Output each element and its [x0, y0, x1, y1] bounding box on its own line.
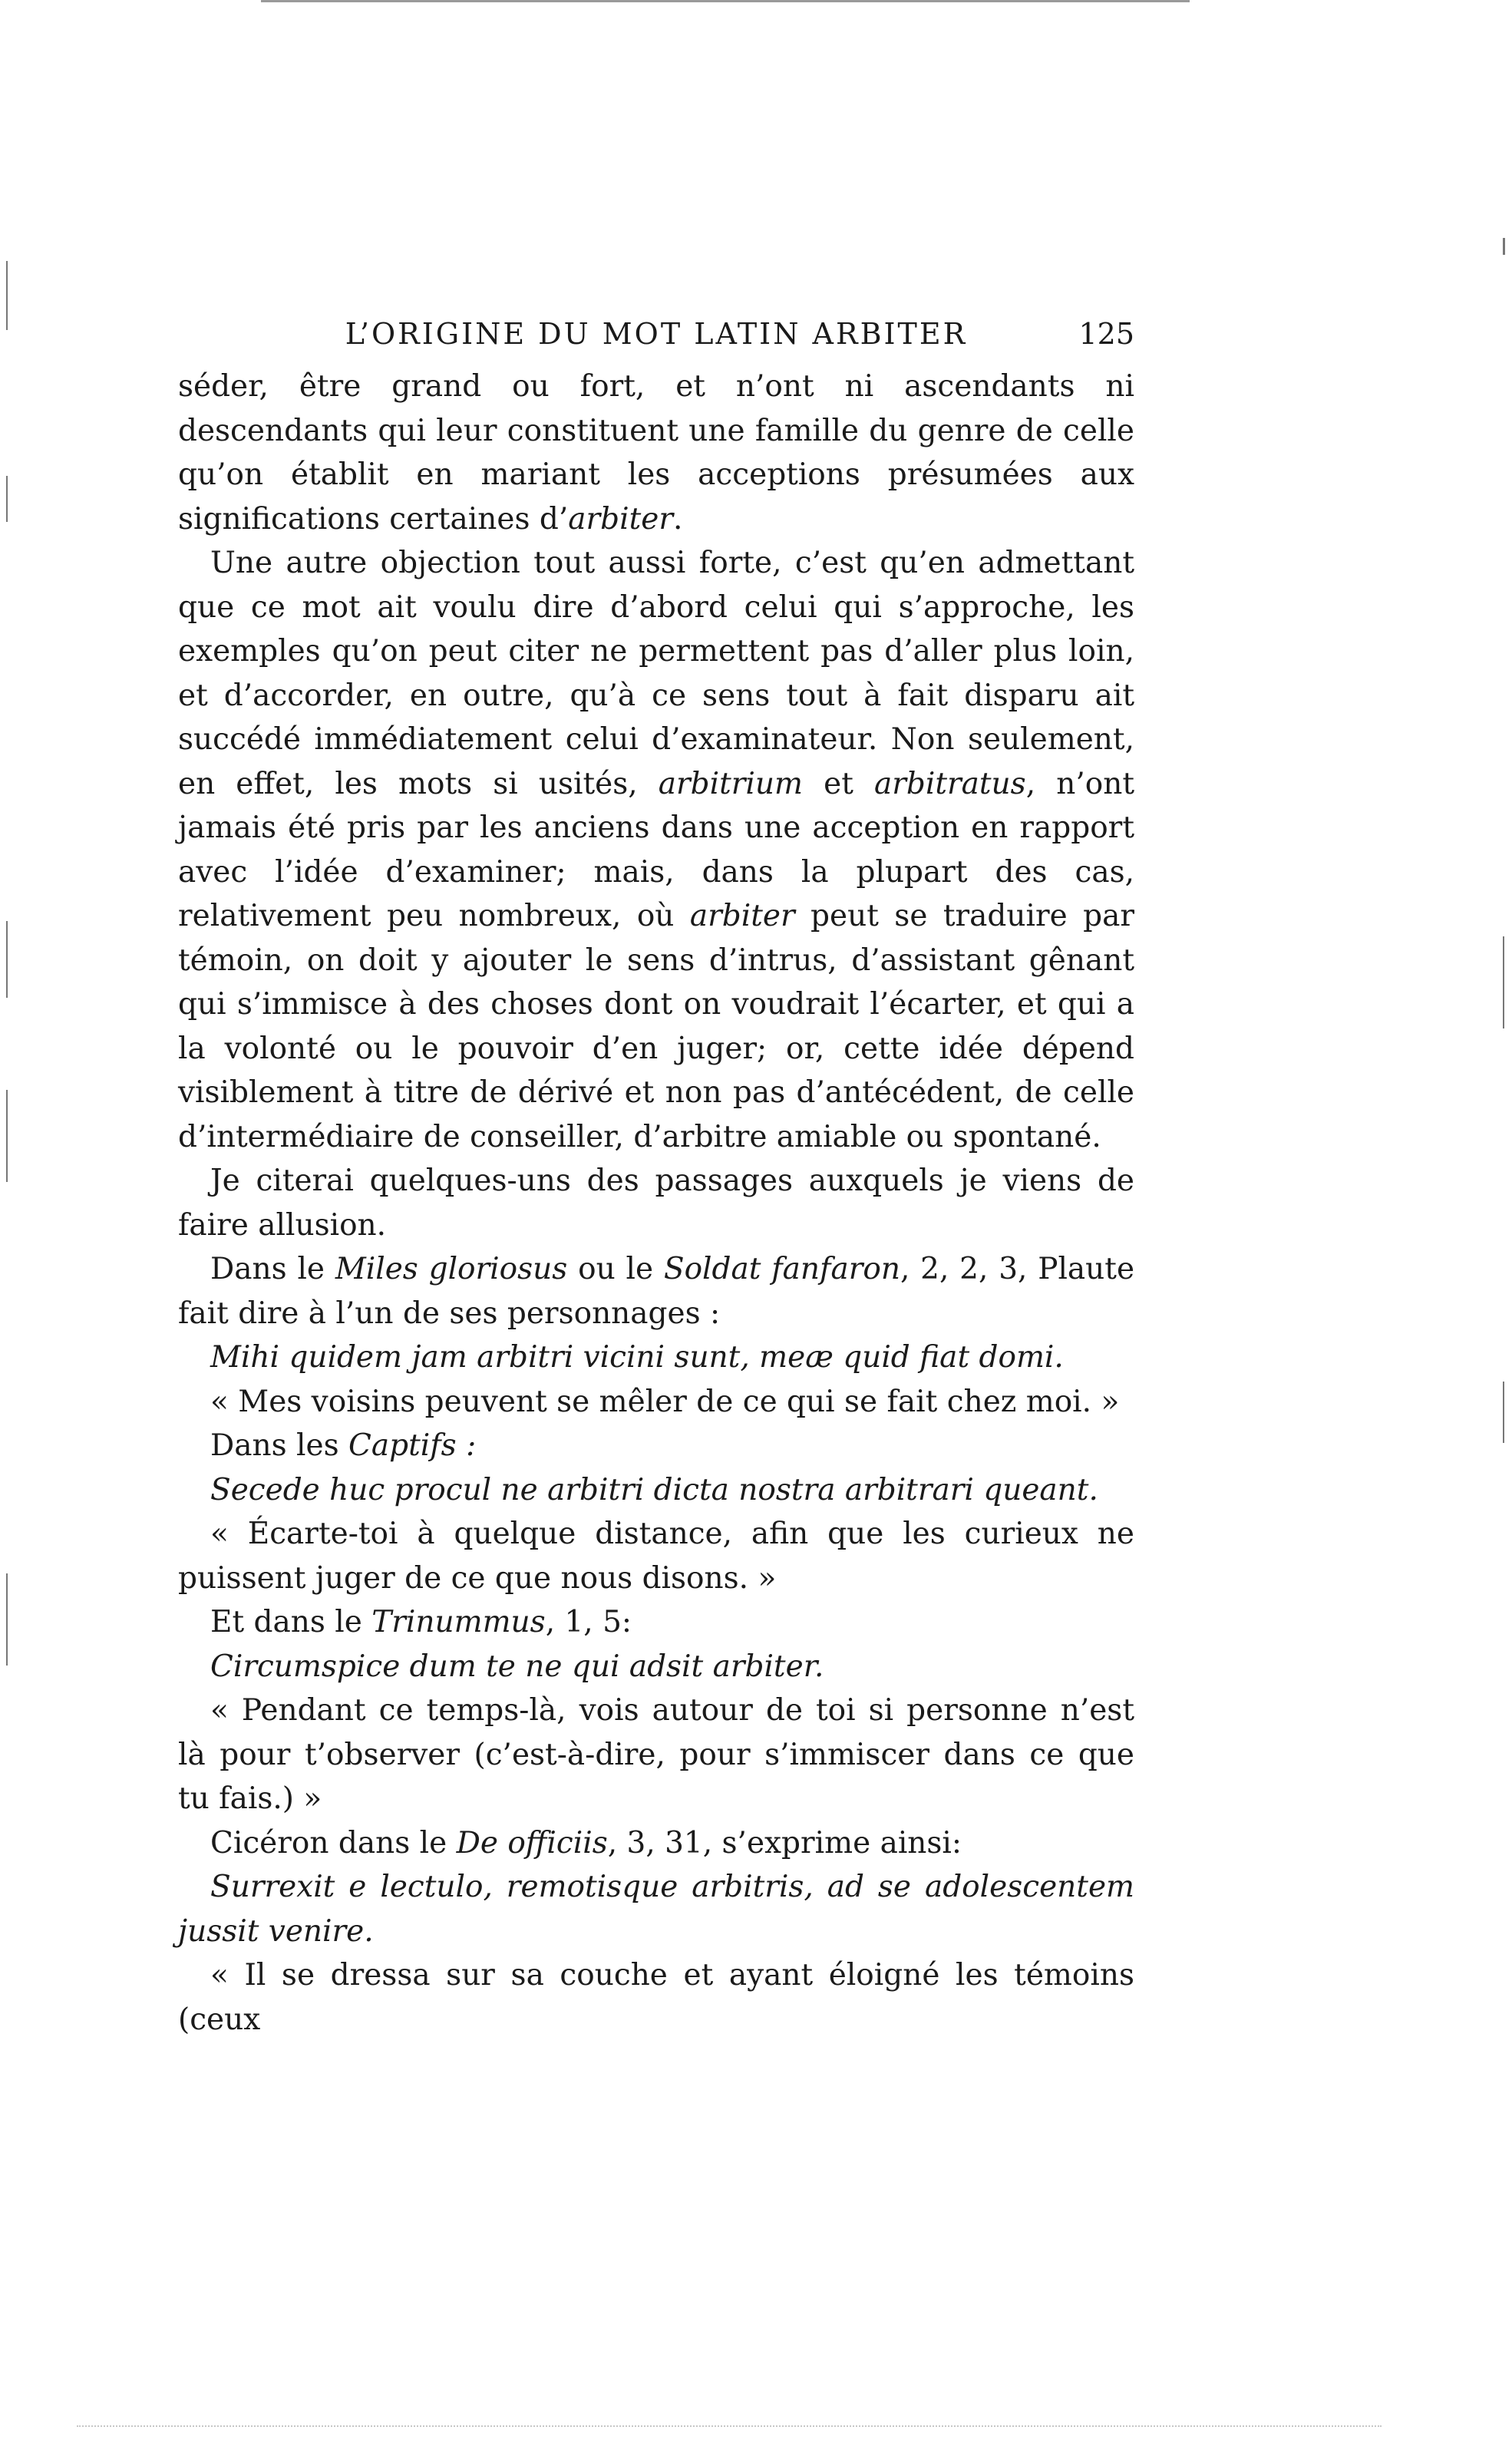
latin-quote: Surrexit e lectulo, remotisque arbitris, ad se adolescentem jussit venire. — [178, 1870, 1134, 1949]
scan-margin-mark — [6, 1573, 8, 1666]
scan-margin-mark — [1503, 238, 1505, 255]
translation: « Il se dressa sur sa couche et ayant éloigné les témoins (ceux — [178, 1958, 1134, 2037]
paragraph: séder, être grand ou fort, et n’ont ni ascendants ni descendants qui leur constituent une famille du genre de celle qu’on établit en mariant les acceptions présumées aux significations certaines d’arbiter. — [178, 369, 1134, 536]
scan-margin-mark — [6, 476, 8, 522]
scan-margin-mark — [6, 1090, 8, 1182]
paragraph: Dans les Captifs : — [210, 1428, 477, 1463]
latin-quote: Mihi quidem jam arbitri vicini sunt, meæ quid fiat domi. — [210, 1340, 1064, 1375]
paragraph: Une autre objection tout aussi forte, c’est qu’en admettant que ce mot ait voulu dire d’abord celui qui s’approche, les exemples qu’on peut citer ne permettent pas d’aller plus loin, et d’accorder, en outre, qu’à ce sens tout à fait disparu ait succédé immédiatement celui d’examinateur. Non seulement, en effet, les mots si usités, arbitrium et arbitratus, n’ont jamais été pris par les anciens dans une acception en rapport avec l’idée d’examiner; mais, dans la plupart des cas, relativement peu nombreux, où arbiter peut se traduire par témoin, on doit y ajouter le sens d’intrus, d’assistant gênant qui s’immisce à des choses dont on voudrait l’écarter, et qui a la volonté ou le pouvoir d’en juger; or, cette idée dépend visiblement à titre de dérivé et non pas d’antécédent, de celle d’intermédiaire de conseiller, d’arbitre amiable ou spontané. — [178, 546, 1134, 1154]
page-number: 125 — [1078, 317, 1134, 351]
page-header — [178, 311, 1134, 365]
scan-bottom-edge — [77, 2425, 1382, 2428]
latin-quote: Secede huc procul ne arbitri dicta nostra arbitrari queant. — [210, 1472, 1098, 1507]
scan-margin-mark — [6, 261, 8, 330]
running-title: L’ORIGINE DU MOT LATIN ARBITER — [345, 317, 968, 351]
scan-top-edge — [261, 0, 1190, 2]
paragraph: Et dans le Trinummus, 1, 5: — [210, 1605, 632, 1639]
translation: « Écarte-toi à quelque distance, afin que les curieux ne puissent juger de ce que nous disons. » — [178, 1517, 1134, 1596]
latin-quote: Circumspice dum te ne qui adsit arbiter. — [210, 1649, 824, 1684]
scan-margin-mark — [1503, 1382, 1504, 1443]
paragraph: Dans le Miles gloriosus ou le Soldat fanfaron, 2, 2, 3, Plaute fait dire à l’un de ses personnages : — [178, 1252, 1135, 1331]
translation: « Pendant ce temps-là, vois autour de toi si personne n’est là pour t’observer (c’est-à-dire, pour s’immiscer dans ce que tu fais.) » — [178, 1693, 1134, 1816]
paragraph: Cicéron dans le De officiis, 3, 31, s’exprime ainsi: — [210, 1825, 962, 1860]
book-page — [178, 311, 1134, 2042]
scan-margin-mark — [1503, 936, 1504, 1028]
paragraph: Je citerai quelques-uns des passages auxquels je viens de faire allusion. — [178, 1164, 1134, 1243]
translation: « Mes voisins peuvent se mêler de ce qui se fait chez moi. » — [210, 1384, 1120, 1419]
scan-margin-mark — [6, 921, 8, 998]
body-text — [178, 365, 1134, 2042]
